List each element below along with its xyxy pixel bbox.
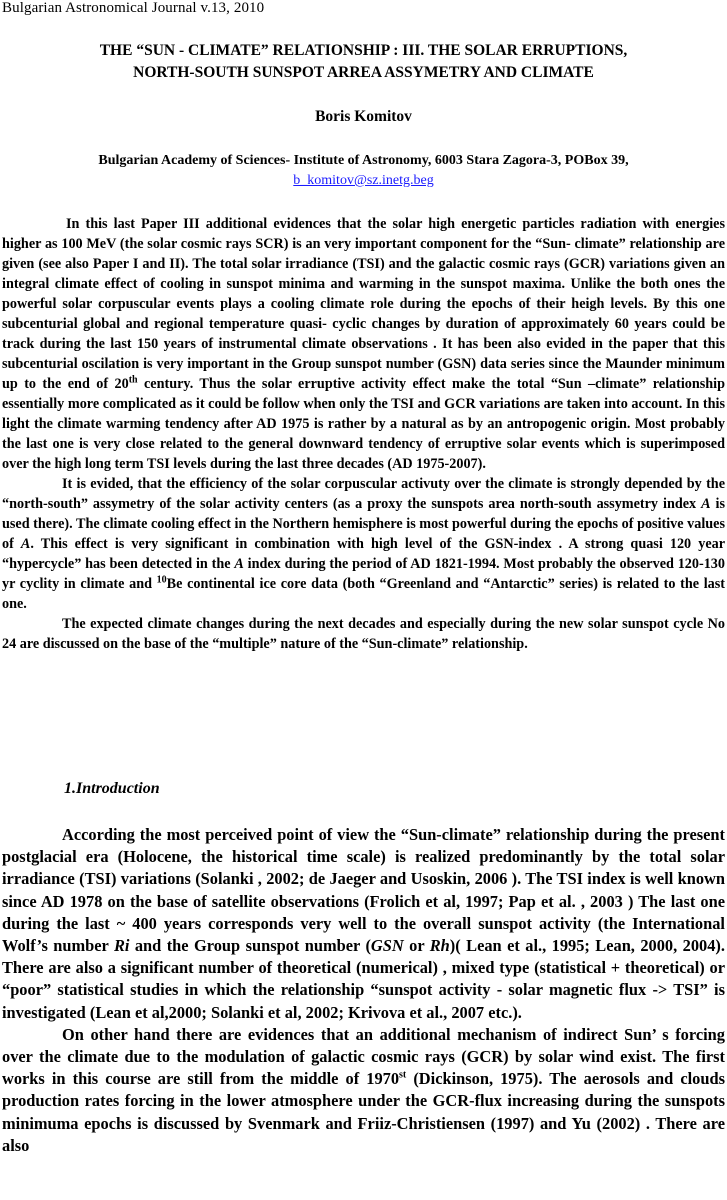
introduction-body	[2, 824, 725, 1157]
affiliation	[0, 151, 727, 191]
journal-header: Bulgarian Astronomical Journal v.13, 2010	[2, 0, 265, 16]
affiliation-text: Bulgarian Academy of Sciences- Institute of Astronomy, 6003 Stara Zagora-3, POBox 39,	[98, 153, 629, 168]
abstract-paragraph-3: The expected climate changes during the next decades and especially during the new solar sunspot cycle No 24 are discussed on the base of the “multiple” nature of the “Sun-climate” relationship.	[2, 616, 725, 652]
author-email-link[interactable]: b_komitov@sz.inetg.beg	[293, 173, 434, 188]
section-heading-introduction: 1.Introduction	[64, 780, 160, 797]
abstract	[2, 214, 725, 654]
title-line-2: NORTH-SOUTH SUNSPOT ARREA ASSYMETRY AND CLIMATE	[133, 64, 594, 81]
author-name: Boris Komitov	[315, 108, 412, 125]
abstract-paragraph-2: It is evided, that the efficiency of the solar corpuscular activuty over the climate is strongly depended by the “north-south” assymetry of the solar activity centers (as a proxy the sunspots area north-south assymetry index A is used there). The climate cooling effect in the Northern hemisphere is most powerful during the epochs of positive values of A. This effect is very significant in combination with high level of the GSN-index . A strong quasi 120 year “hypercycle” has been detected in the A index during the period of AD 1821-1994. Most probably the observed 120-130 yr cyclity in climate and $^{10}$Be continental ice core data (both “Greenland and “Antarctic” series) is related to the last one.	[2, 476, 726, 612]
paper-title	[0, 40, 727, 84]
body-paragraph-1: According the most perceived point of view the “Sun-climate” relationship during the present postglacial era (Holocene, the historical time scale) is realized predominantly by the total solar irradiance (TSI) variations (Solanki , 2002; de Jaeger and Usoskin, 2006 ). The TSI index is well known since AD 1978 on the base of satellite observations (Frolich et al, 1997; Pap et al. , 2003 ) The last one during the last ~ 400 years corresponds very well to the overall sunspot activity (the International Wolf’s number Ri and the Group sunspot number (GSN or Rh)( Lean et al., 1995; Lean, 2000, 2004). There are also a significant number of theoretical (numerical) , mixed type (statistical + theoretical) or “poor” statistical studies in which the relationship “sunspot activity - solar magnetic flux -> TSI” is investigated (Lean et al,2000; Solanki et al, 2002; Krivova et al., 2007 etc.).	[2, 825, 725, 1022]
body-paragraph-2: On other hand there are evidences that an additional mechanism of indirect Sun’ s forcing over the climate due to the modulation of galactic cosmic rays (GCR) by solar wind exist. The first works in this course are still from the middle of 1970st (Dickinson, 1975). The aerosols and clouds production rates forcing in the lower atmosphere under the GCR-flux increasing during the sunspots minimuma epochs is discussed by Svenmark and Friiz-Christiensen (1997) and Yu (2002) . There are also	[2, 1024, 725, 1155]
abstract-paragraph-1: In this last Paper III additional evidences that the solar high energetic particles radiation with energies higher as 100 MeV (the solar cosmic rays SCR) is an very important component for the “Sun- climate” relationship are given (see also Paper I and II). The total solar irradiance (TSI) and the galactic cosmic rays (GCR) variations given an integral climate effect of cooling in sunspot minima and warming in the sunspot maxima. Unlike the both ones the powerful solar corpuscular events plays a cooling climate role during the epochs of their heigh levels. By this one subcenturial global and regional temperature quasi- cyclic changes by duration of approximately 60 years could be track during the last 150 years of instrumental climate observations . It has been also evided in the paper that this subcenturial oscilation is very important in the Group sunspot number (GSN) data series since the Maunder minimum up to the end of 20th century. Thus the solar erruptive activity effect make the total “Sun –climate” relationship essentially more complicated as it could be follow when only the TSI and GCR variations are taken into account. In this light the climate warming tendency after AD 1975 is rather by a natural as by an antropogenic origin. Most probably the last one is very close related to the general downward tendency of erruptive solar events which is superimposed over the high long term TSI levels during the last three decades (AD 1975-2007).	[2, 216, 725, 472]
title-line-1: THE “SUN - CLIMATE” RELATIONSHIP : III. THE SOLAR ERRUPTIONS,	[99, 42, 628, 59]
